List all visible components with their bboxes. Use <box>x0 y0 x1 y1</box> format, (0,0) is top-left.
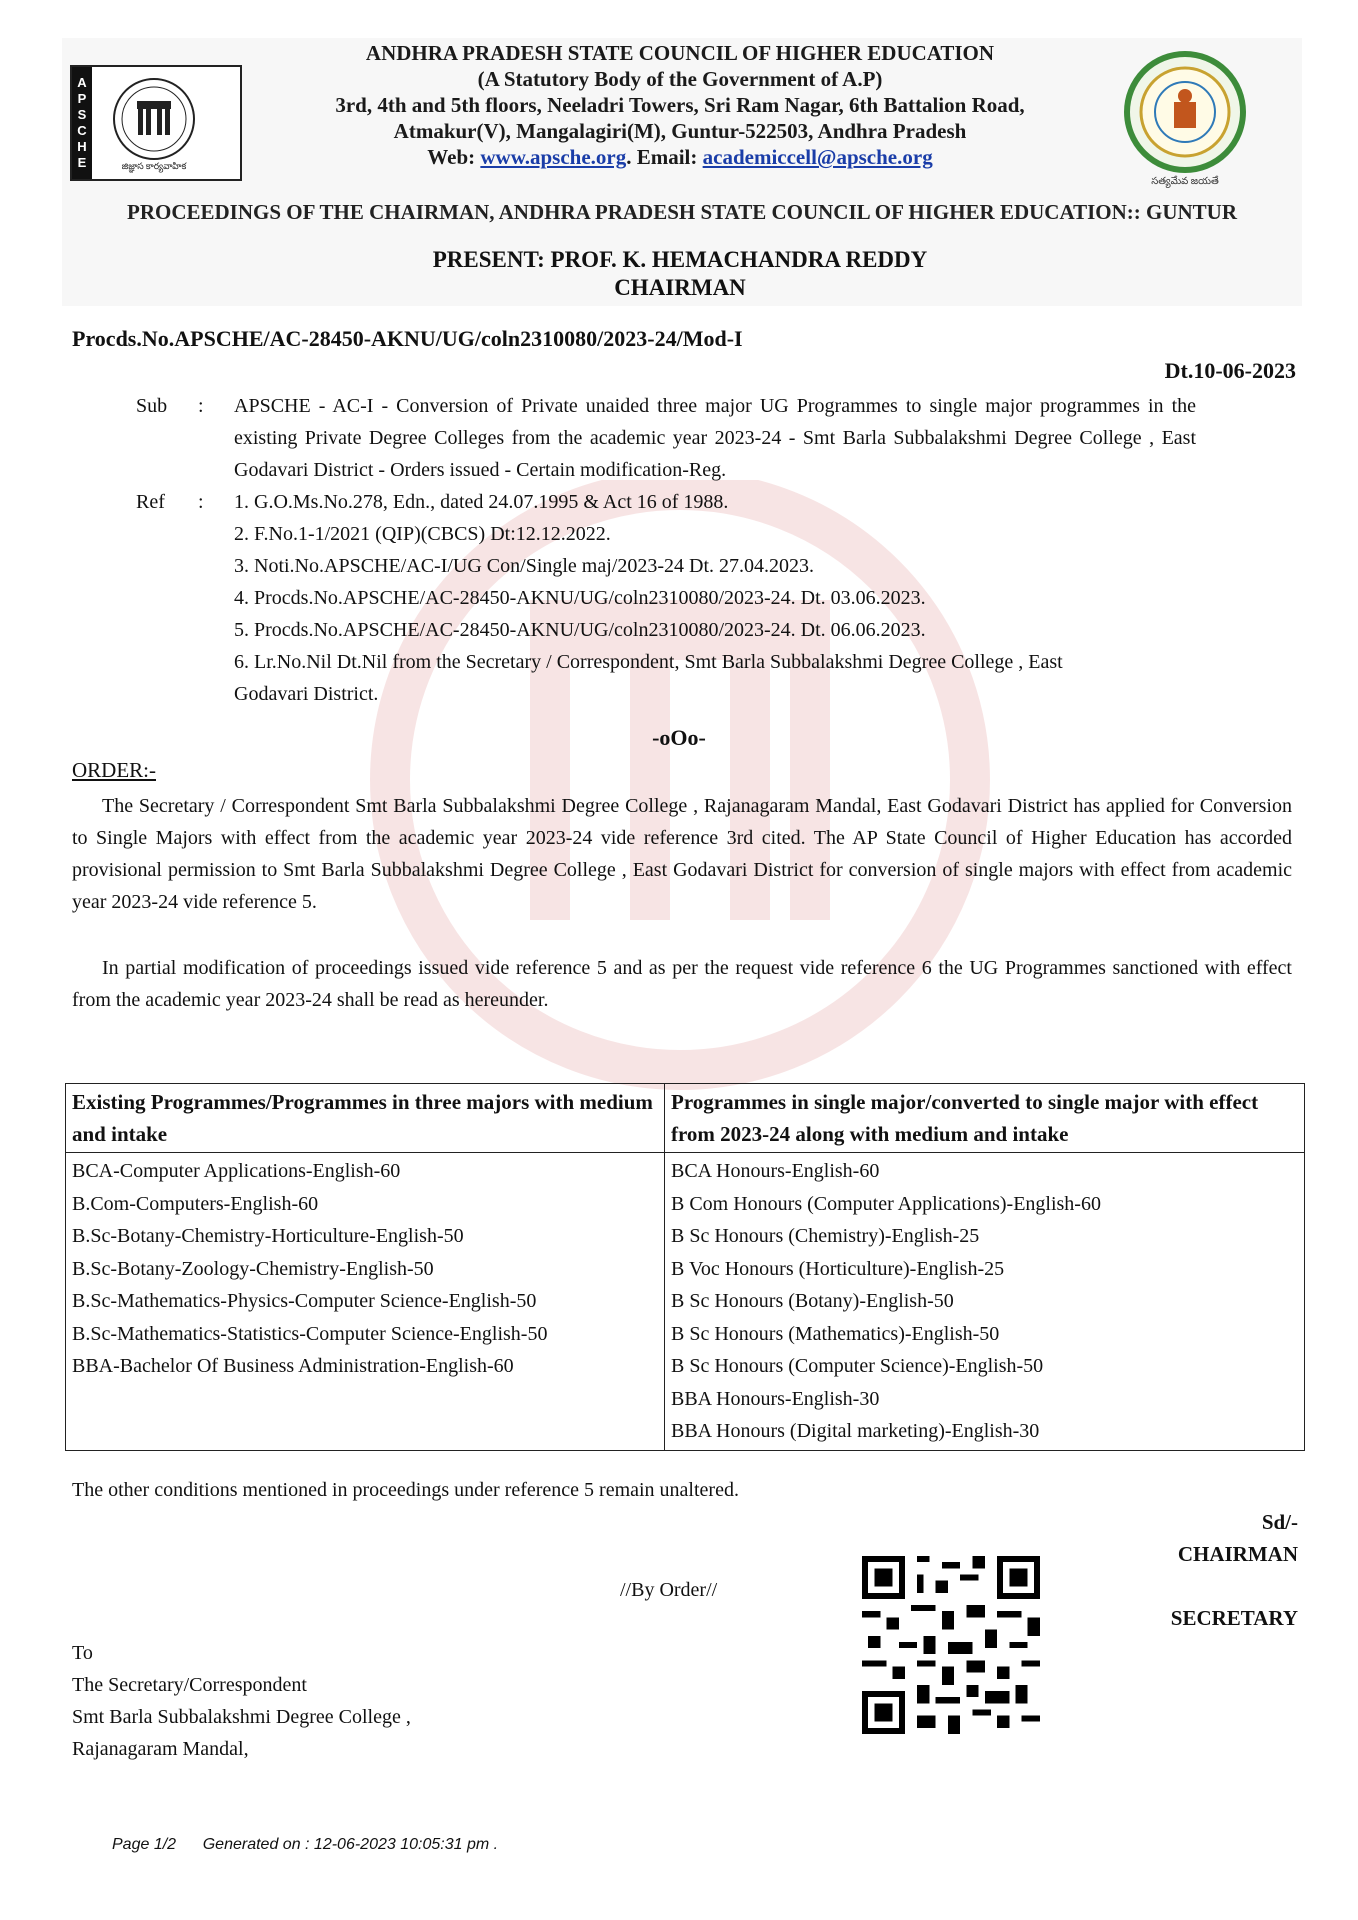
page-footer <box>112 1836 498 1854</box>
existing-programmes-cell <box>66 1153 665 1451</box>
converted-programme: B Sc Honours (Computer Science)-English-50 <box>671 1355 1044 1377</box>
ref-item: 2. F.No.1-1/2021 (QIP)(CBCS) Dt:12.12.2022. <box>234 523 611 545</box>
converted-programmes-cell <box>665 1153 1305 1451</box>
subject-colon: : <box>198 395 204 417</box>
order-heading: ORDER:- <box>72 758 156 782</box>
existing-programme: B.Sc-Mathematics-Statistics-Computer Science-English-50 <box>72 1322 548 1345</box>
existing-programme: B.Com-Computers-English-60 <box>72 1192 319 1215</box>
svg-text:జిజ్ఞాస కార్యవాహిక: జిజ్ఞాస కార్యవాహిక <box>121 161 187 171</box>
address-line-2: Atmakur(V), Mangalagiri(M), Guntur-522503, Andhra Pradesh <box>393 119 967 143</box>
ref-label: Ref <box>136 491 165 513</box>
proceedings-number: Procds.No.APSCHE/AC-28450-AKNU/UG/coln2310080/2023-24/Mod-I <box>72 326 743 351</box>
converted-programme: BBA Honours (Digital marketing)-English-30 <box>671 1420 1040 1442</box>
table-header-existing: Existing Programmes/Programmes in three majors with medium and intake <box>66 1084 665 1153</box>
ref-colon: : <box>198 491 204 513</box>
order-paragraph-1: The Secretary / Correspondent Smt Barla Subbalakshmi Degree College , Rajanagaram Mandal, East Godavari District has applied for Conversion to Single Majors with effect from the academic year 2023-24 vide reference 3rd cited. The AP State Council of Higher Education has accorded provisional permission to Smt Barla Subbalakshmi Degree College , East Godavari District for conversion of single majors with effect from academic year 2023-24 vide reference 5. <box>72 795 1292 913</box>
converted-programme: B Sc Honours (Botany)-English-50 <box>671 1290 954 1312</box>
order-paragraph-2: In partial modification of proceedings issued vide reference 5 and as per the request vide reference 6 the UG Programmes sanctioned with effect from the academic year 2023-24 shall be read as hereunder. <box>72 957 1292 1011</box>
logo-letters: A P S C H E <box>72 67 92 179</box>
separator: -oOo- <box>652 725 706 750</box>
addressee-block <box>72 1637 411 1765</box>
page-number: Page 1/2 <box>112 1836 177 1853</box>
signed-mark: Sd/- <box>1261 1510 1298 1534</box>
converted-programme: BBA Honours-English-30 <box>671 1387 880 1410</box>
existing-programme: BCA-Computer Applications-English-60 <box>72 1160 401 1182</box>
addressee-line: Smt Barla Subbalakshmi Degree College , <box>72 1706 411 1728</box>
existing-programme: B.Sc-Botany-Chemistry-Horticulture-English-50 <box>72 1225 464 1247</box>
signatory-chairman: CHAIRMAN <box>1177 1542 1298 1566</box>
ref-item: 6. Lr.No.Nil Dt.Nil from the Secretary / Correspondent, Smt Barla Subbalakshmi Degree College , East <box>234 651 1063 673</box>
existing-programme: B.Sc-Botany-Zoology-Chemistry-English-50 <box>72 1257 434 1280</box>
svg-text:సత్యమేవ జయతే: సత్యమేవ జయతే <box>1151 176 1219 187</box>
converted-programme: B Sc Honours (Mathematics)-English-50 <box>671 1322 1000 1345</box>
addressee-line: The Secretary/Correspondent <box>72 1674 307 1696</box>
addressee-line: Rajanagaram Mandal, <box>72 1738 249 1760</box>
other-conditions: The other conditions mentioned in proceedings under reference 5 remain unaltered. <box>72 1479 739 1501</box>
subject-label: Sub <box>136 395 168 417</box>
ref-item: Godavari District. <box>234 683 379 705</box>
converted-programme: B Com Honours (Computer Applications)-English-60 <box>671 1192 1101 1215</box>
website-link[interactable]: www.apsche.org <box>480 145 627 169</box>
existing-programme: BBA-Bachelor Of Business Administration-English-60 <box>72 1355 514 1377</box>
generated-timestamp: Generated on : 12-06-2023 10:05:31 pm . <box>202 1836 499 1853</box>
subject-text: APSCHE - AC-I - Conversion of Private unaided three major UG Programmes to single major programmes in the existing Private Degree Colleges from the academic year 2023-24 - Smt Barla Subbalakshmi Degree College , East Godavari District - Orders issued - Certain modification-Reg. <box>234 395 1196 481</box>
statutory-note: (A Statutory Body of the Government of A.P) <box>477 67 883 91</box>
table-header-converted: Programmes in single major/converted to single major with effect from 2023-24 along with medium and intake <box>665 1084 1305 1153</box>
ref-item: 1. G.O.Ms.No.278, Edn., dated 24.07.1995 & Act 16 of 1988. <box>234 491 729 513</box>
address-line-1: 3rd, 4th and 5th floors, Neeladri Towers, Sri Ram Nagar, 6th Battalion Road, <box>335 93 1025 117</box>
signatory-secretary: SECRETARY <box>1170 1606 1298 1630</box>
apsche-emblem-icon <box>104 73 204 173</box>
email-link[interactable]: academiccell@apsche.org <box>702 145 933 169</box>
proceedings-title: PROCEEDINGS OF THE CHAIRMAN, ANDHRA PRADESH STATE COUNCIL OF HIGHER EDUCATION:: GUNTUR <box>127 200 1237 224</box>
converted-programme: B Voc Honours (Horticulture)-English-25 <box>671 1257 1005 1280</box>
programmes-table <box>65 1083 1305 1451</box>
present-block: PRESENT: PROF. K. HEMACHANDRA REDDY CHAIRMAN <box>432 247 928 300</box>
by-order: //By Order// <box>620 1579 718 1601</box>
converted-programme: BCA Honours-English-60 <box>671 1160 880 1182</box>
ref-item: 5. Procds.No.APSCHE/AC-28450-AKNU/UG/coln2310080/2023-24. Dt. 06.06.2023. <box>234 619 926 641</box>
existing-programme: B.Sc-Mathematics-Physics-Computer Science-English-50 <box>72 1290 537 1312</box>
converted-programme: B Sc Honours (Chemistry)-English-25 <box>671 1225 980 1247</box>
ref-item: 3. Noti.No.APSCHE/AC-I/UG Con/Single maj/2023-24 Dt. 27.04.2023. <box>234 555 815 577</box>
proceedings-date: Dt.10-06-2023 <box>1164 358 1296 383</box>
ref-item: 4. Procds.No.APSCHE/AC-28450-AKNU/UG/coln2310080/2023-24. Dt. 03.06.2023. <box>234 587 926 609</box>
org-name: ANDHRA PRADESH STATE COUNCIL OF HIGHER EDUCATION <box>365 41 995 65</box>
qr-code-icon <box>862 1556 1040 1734</box>
to-label: To <box>72 1642 93 1664</box>
contact-line: Web: www.apsche.org. Email: academiccell@apsche.org <box>427 145 933 169</box>
